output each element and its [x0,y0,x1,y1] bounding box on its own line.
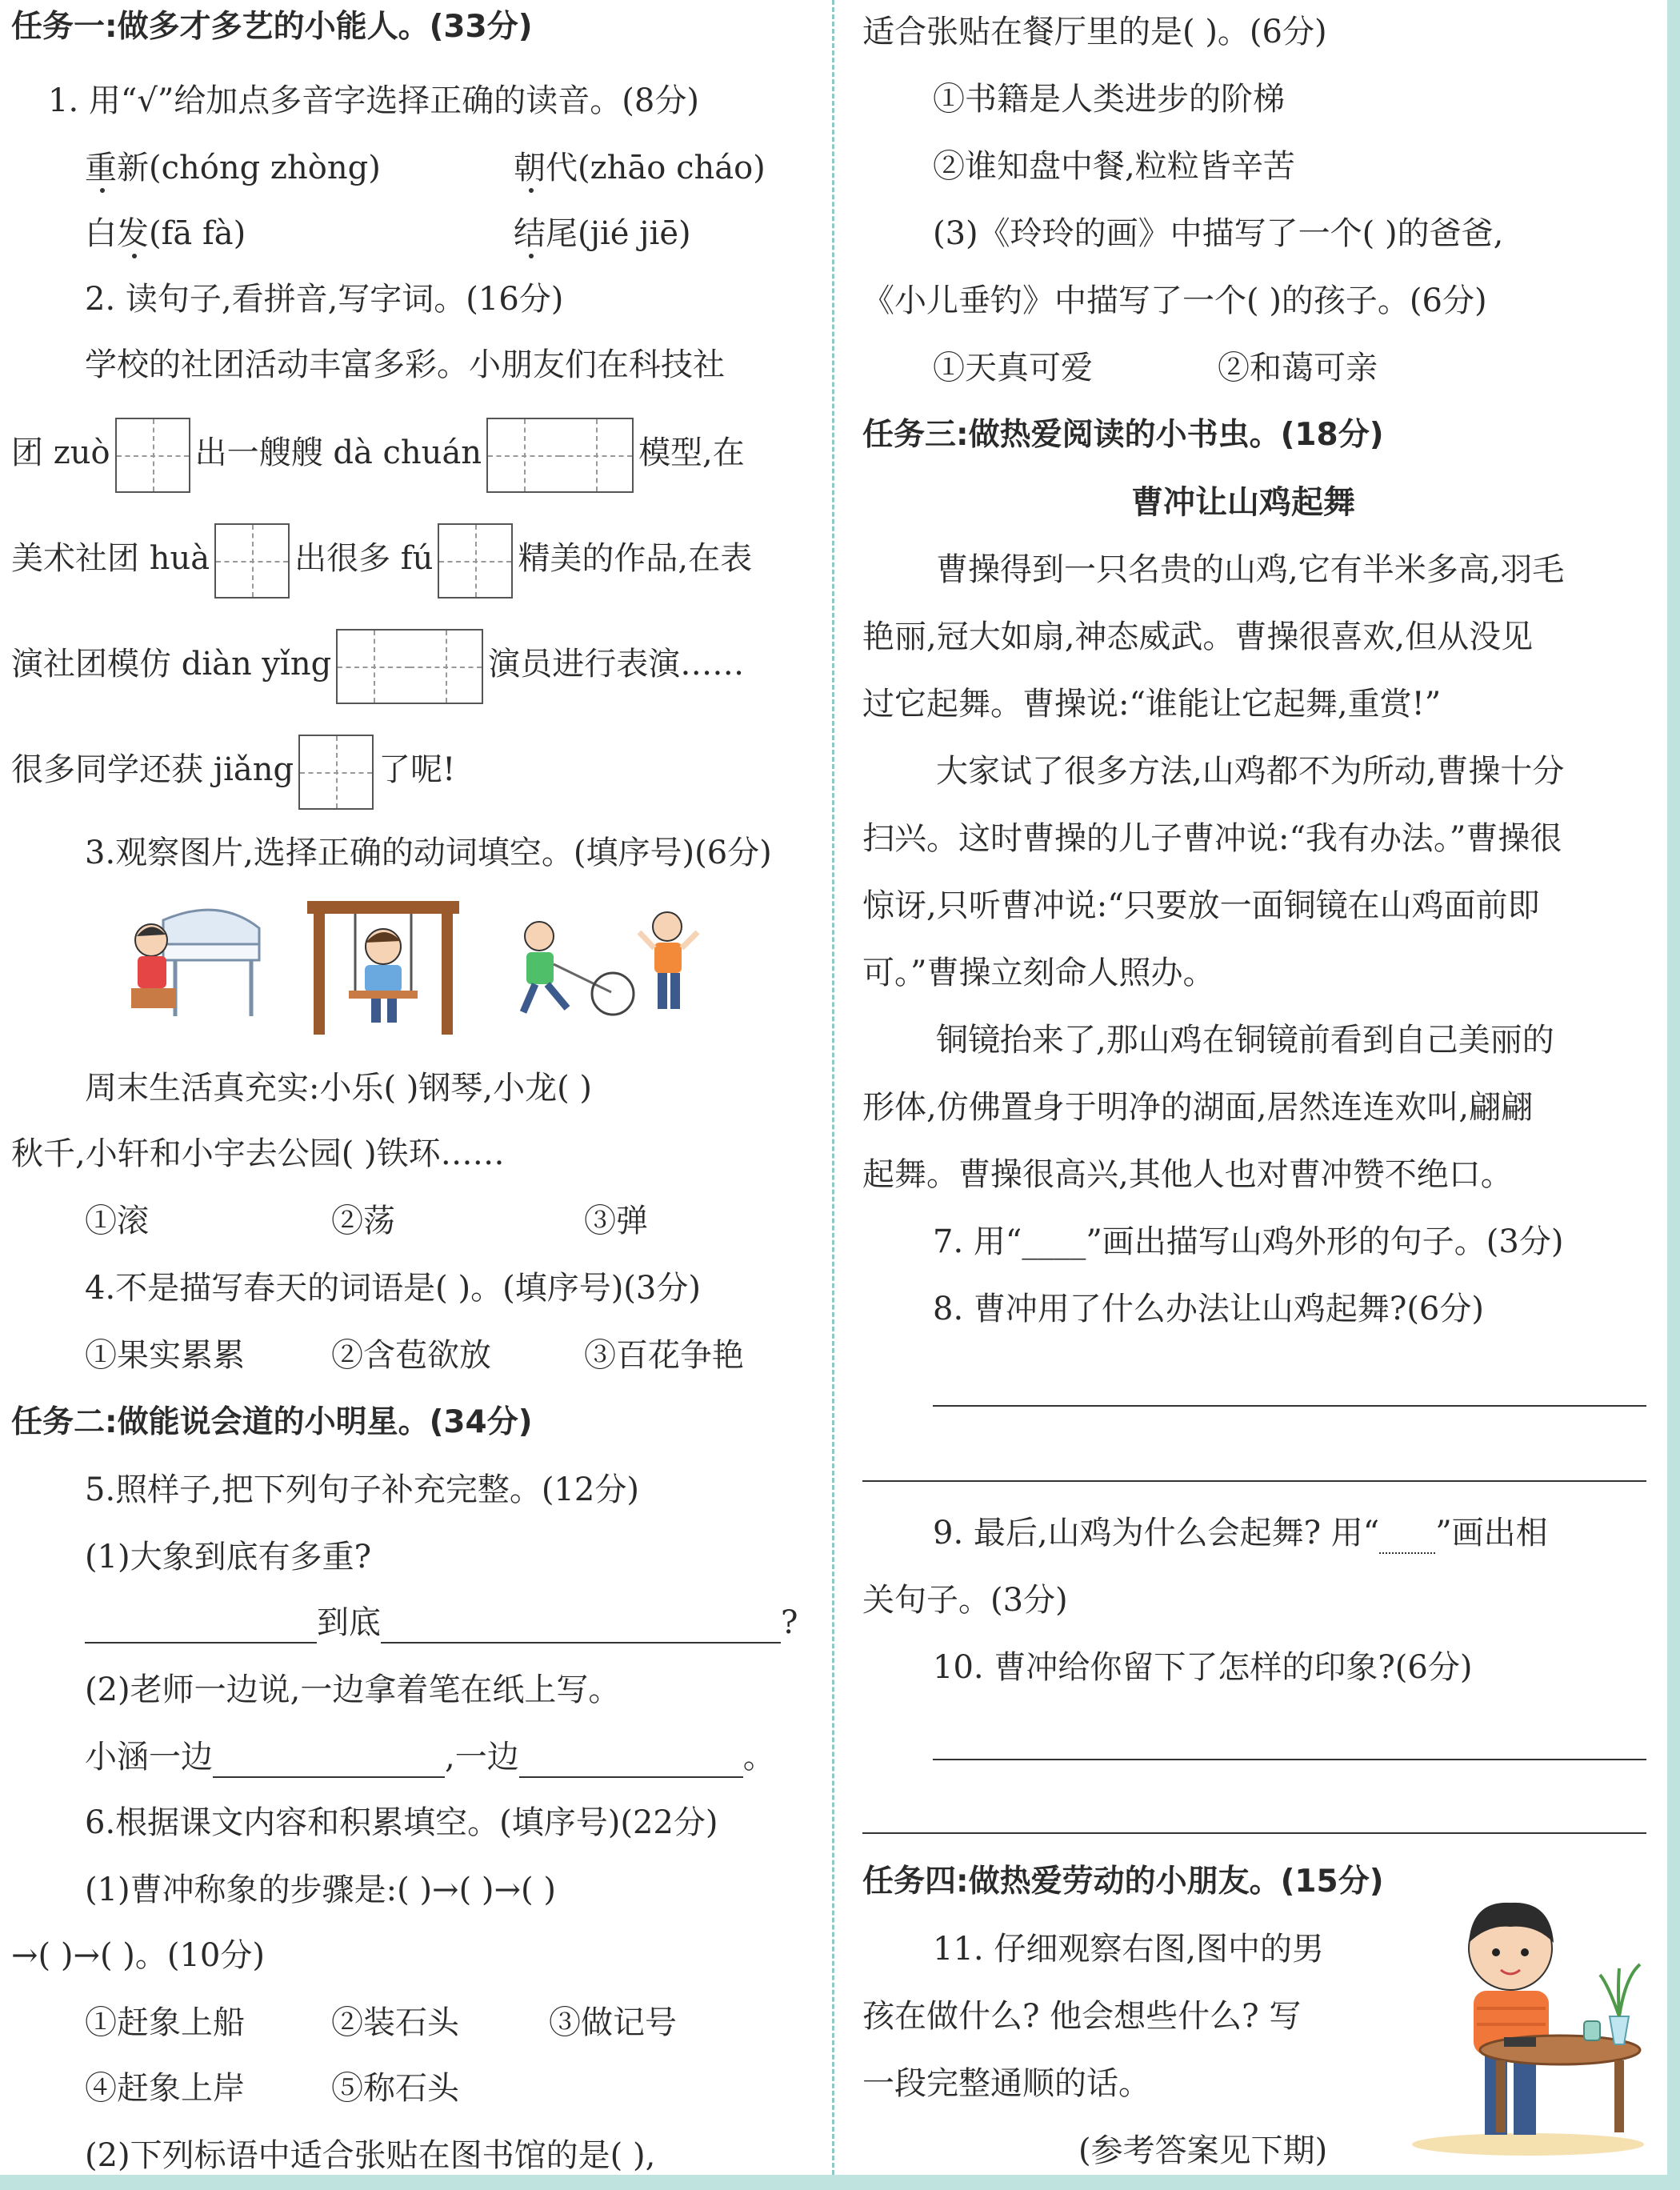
story-line-8: 铜镜抬来了,那山鸡在铜镜前看到自己美丽的 [936,1022,1554,1059]
q4-option-3: ③百花争艳 [584,1337,744,1374]
story-line-1: 曹操得到一只名贵的山鸡,它有半米多高,羽毛 [936,551,1565,588]
hoop-rolling-boys-picture [491,904,715,1024]
story-line-4: 大家试了很多方法,山鸡都不为所动,曹操十分 [936,753,1565,790]
q2-prompt: 2. 读句子,看拼音,写字词。(16分) [85,281,564,318]
q6-option-5: ⑤称石头 [331,2070,459,2107]
q2-line-5: 很多同学还获 jiǎng 了呢! [11,731,455,808]
q6-3-line-a: (3)《玲玲的画》中描写了一个( )的爸爸, [933,215,1504,252]
task1-title: 任务一:做多才多艺的小能人。(33分) [11,9,533,45]
q5-prompt: 5.照样子,把下列句子补充完整。(12分) [85,1471,639,1508]
q3-option-3: ③弹 [584,1203,648,1239]
task3-title: 任务三:做热爱阅读的小书虫。(18分) [862,417,1384,453]
q6-option-4: ④赶象上岸 [85,2070,245,2107]
q5-fill-1: 到底 ? [85,1603,798,1644]
piano-boy-picture [115,896,275,1032]
write-box-dianying[interactable] [336,629,483,704]
q10-answer-line-1[interactable] [933,1759,1646,1760]
write-box-dachuan[interactable] [486,418,634,493]
q3-option-1: ①滚 [85,1203,149,1239]
q9-prompt: 9. 最后,山鸡为什么会起舞? 用“ ”画出相 [933,1514,1548,1554]
q2-line-1: 学校的社团活动丰富多彩。小朋友们在科技社 [85,346,725,383]
q10-prompt: 10. 曹冲给你留下了怎样的印象?(6分) [933,1649,1473,1686]
q10-answer-line-2[interactable] [862,1832,1646,1834]
q1-item-1: 重新(chóng zhòng) [85,150,381,186]
q6-prompt: 6.根据课文内容和积累填空。(填序号)(22分) [85,1804,718,1841]
q7-prompt: 7. 用“____”画出描写山鸡外形的句子。(3分) [933,1223,1564,1260]
footer-note: (参考答案见下期) [1078,2132,1328,2169]
story-title: 曹冲让山鸡起舞 [1131,483,1355,521]
task2-title: 任务二:做能说会道的小明星。(34分) [11,1404,533,1440]
q9-prompt-cont: 关句子。(3分) [862,1582,1068,1619]
write-box-hua[interactable] [214,523,290,599]
q6-2-line-a: (2)下列标语中适合张贴在图书馆的是( ), [85,2137,656,2174]
q1-item-3: 白发(fā fà) [85,215,246,252]
q5-blank-2a[interactable] [213,1738,445,1778]
story-line-10: 起舞。曹操很高兴,其他人也对曹冲赞不绝口。 [862,1156,1513,1193]
q2-line-3: 美术社团 huà 出很多 fú 精美的作品,在表 [11,520,752,597]
q3-option-2: ②荡 [331,1203,395,1239]
q2-line-2: 团 zuò 出一艘艘 dà chuán 模型,在 [11,414,745,491]
q5-fill-2: 小涵一边 ,一边 。 [85,1738,775,1778]
q6-option-2: ②装石头 [331,2004,459,2041]
q3-sentence-1: 周末生活真充实:小乐( )钢琴,小龙( ) [85,1070,593,1107]
q8-answer-line-2[interactable] [862,1480,1646,1482]
story-line-9: 形体,仿佛置身于明净的湖面,居然连连欢叫,翩翩 [862,1089,1534,1126]
q5-example-1: (1)大象到底有多重? [85,1539,372,1575]
q4-option-1: ①果实累累 [85,1337,245,1374]
q1-prompt: 1. 用“√”给加点多音字选择正确的读音。(8分) [48,82,699,119]
write-box-jiang[interactable] [298,735,374,810]
q6-1-line-b: →( )→( )。(10分) [11,1937,265,1974]
q3-sentence-2: 秋千,小轩和小宇去公园( )铁环…… [11,1135,505,1172]
q6-2-line-b: 适合张贴在餐厅里的是( )。(6分) [862,14,1327,50]
q11-line-1: 11. 仔细观察右图,图中的男 [933,1931,1325,1968]
q4-option-2: ②含苞欲放 [331,1337,491,1374]
q6-2-option-1: ①书籍是人类进步的阶梯 [933,81,1285,118]
q1-item-4: 结尾(jié jiē) [514,215,691,252]
write-box-zuo[interactable] [115,418,190,493]
write-box-fu[interactable] [438,523,513,599]
q6-2-option-2: ②谁知盘中餐,粒粒皆辛苦 [933,148,1295,185]
q8-prompt: 8. 曹冲用了什么办法让山鸡起舞?(6分) [933,1291,1484,1327]
q5-blank-2b[interactable] [519,1738,743,1778]
q4-prompt: 4.不是描写春天的词语是( )。(填序号)(3分) [85,1270,701,1307]
q5-blank-1a[interactable] [85,1603,317,1644]
q6-3-line-b: 《小儿垂钓》中描写了一个( )的孩子。(6分) [862,282,1487,319]
q6-option-1: ①赶象上船 [85,2004,245,2041]
q6-3-option-2: ②和蔼可亲 [1218,350,1378,386]
wavy-line-sample [1379,1514,1435,1554]
boy-wiping-table-picture [1408,1880,1648,2156]
q5-example-2: (2)老师一边说,一边拿着笔在纸上写。 [85,1672,621,1708]
story-line-5: 扫兴。这时曹操的儿子曹冲说:“我有办法。”曹操很 [862,820,1562,857]
swing-boy-picture [299,895,467,1039]
q1-item-2: 朝代(zhāo cháo) [514,150,766,186]
q6-1-line-a: (1)曹冲称象的步骤是:( )→( )→( ) [85,1872,556,1908]
q6-option-3: ③做记号 [549,2004,677,2041]
task4-title: 任务四:做热爱劳动的小朋友。(15分) [862,1864,1384,1900]
story-line-2: 艳丽,冠大如扇,神态威武。曹操很喜欢,但从没见 [862,619,1534,655]
q11-line-2: 孩在做什么? 他会想些什么? 写 [862,1998,1302,2035]
story-line-6: 惊讶,只听曹冲说:“只要放一面铜镜在山鸡面前即 [862,887,1540,924]
q5-blank-1b[interactable] [381,1603,781,1644]
q8-answer-line-1[interactable] [933,1405,1646,1407]
story-line-3: 过它起舞。曹操说:“谁能让它起舞,重赏!” [862,686,1442,723]
story-line-7: 可。”曹操立刻命人照办。 [862,955,1215,991]
column-divider [832,0,834,2175]
q2-line-4: 演社团模仿 diàn yǐng 演员进行表演…… [11,626,744,703]
q11-line-3: 一段完整通顺的话。 [862,2065,1150,2102]
q3-prompt: 3.观察图片,选择正确的动词填空。(填序号)(6分) [85,835,772,871]
q6-3-option-1: ①天真可爱 [933,350,1093,386]
